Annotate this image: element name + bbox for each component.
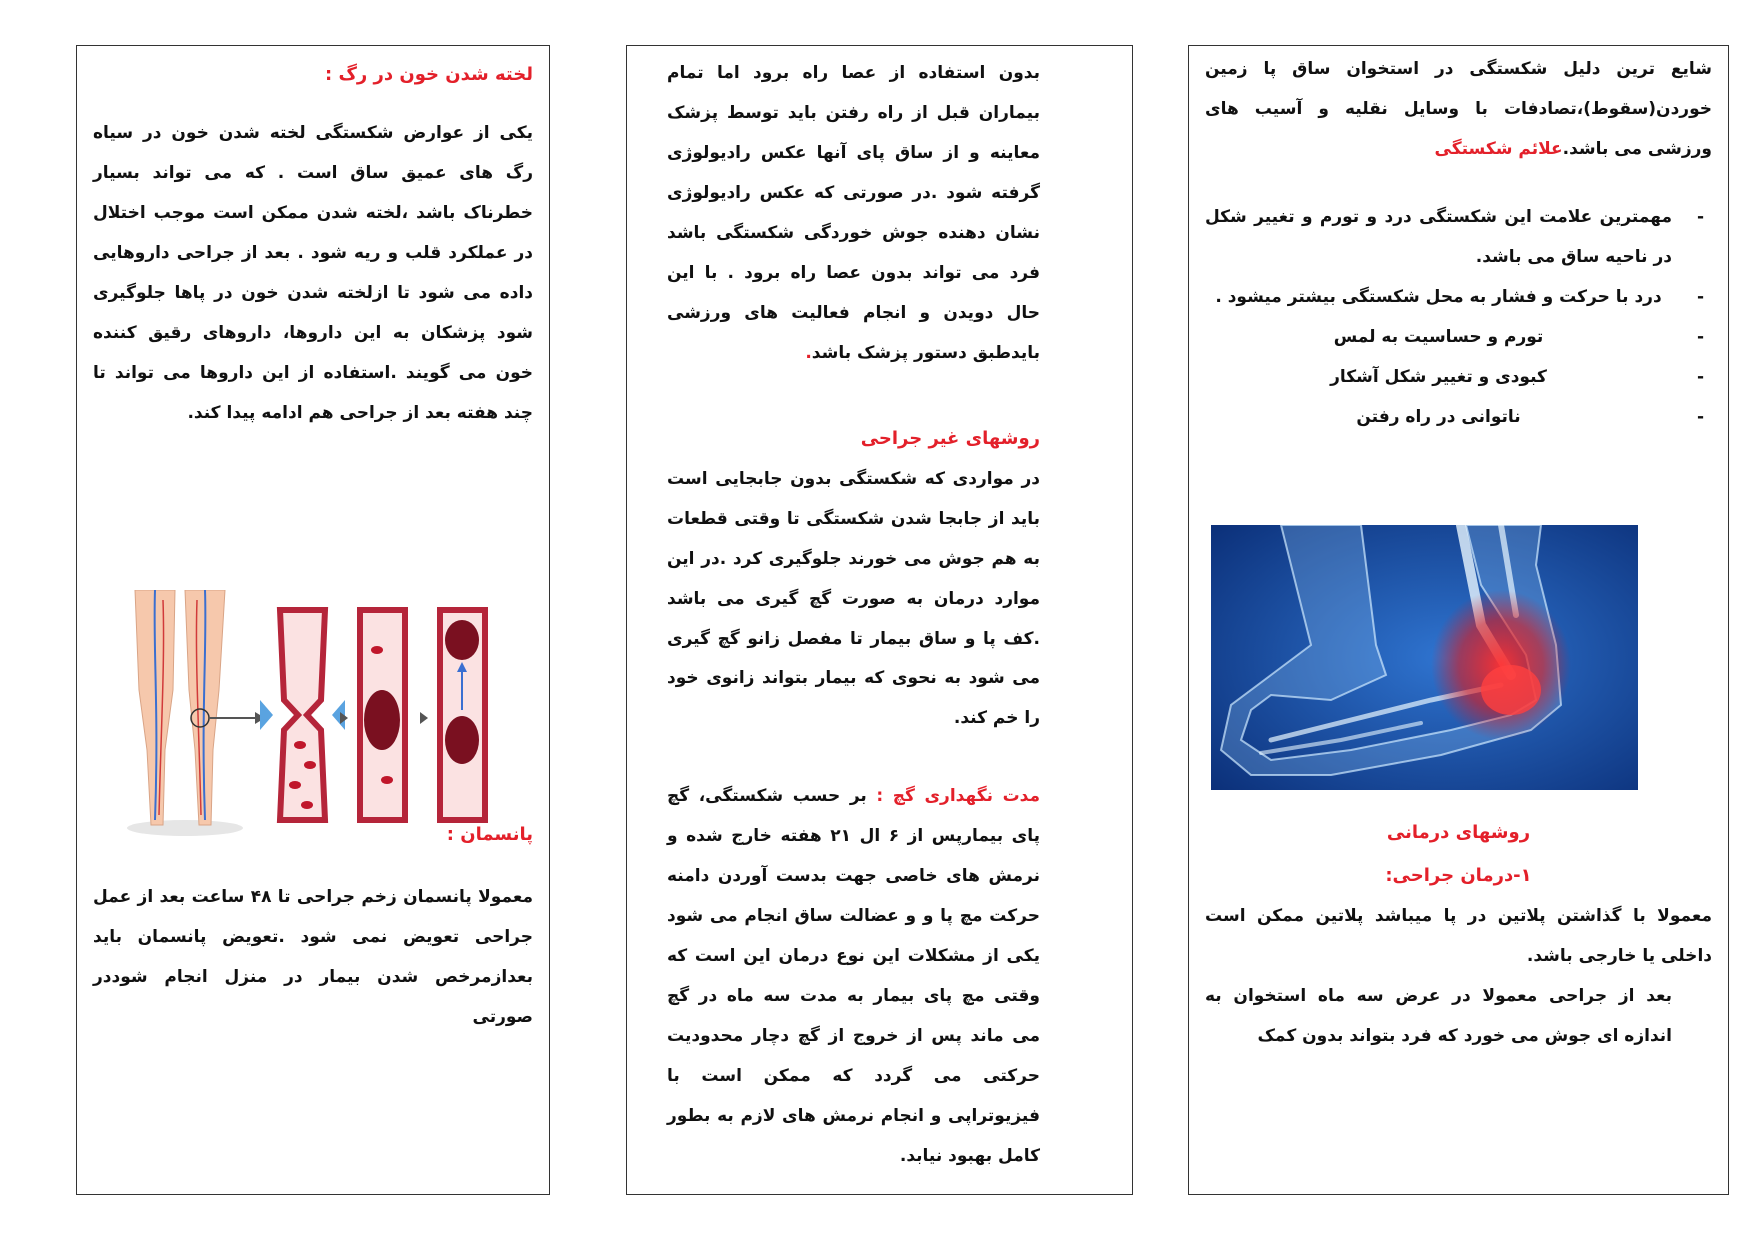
nonsurgical-paragraph: در مواردی که شکستگی بدون جابجایی است باید از جابجا شدن شکستگی تا وقتی قطعات به هم جوش می خورند جلوگیری کرد .در این موارد درمان به صورت گچ گیری می باشد .کف پا و ساق بیمار تا مفصل زانو گچ گیری می شود به نحوی که بیمار بتواند زانوی خود را خم کند. (667, 468, 1040, 729)
cast-heading: مدت نگهداری گچ : (876, 786, 1040, 807)
list-item: - مهمترین علامت این شکستگی درد و تورم و تغییر شکل در ناحیه ساق می باشد. (1205, 198, 1712, 278)
list-item: - ناتوانی در راه رفتن (1205, 398, 1712, 438)
dressing-paragraph: معمولا پانسمان زخم جراحی تا ۴۸ ساعت بعد از عمل جراحی تعویض نمی شود .تعویض پانسمان باید بعدازمرخص شدن بیمار در منزل انجام شوددر صورتی (93, 887, 533, 1027)
surgical-paragraph-2: بعد از جراحی معمولا در عرض سه ماه استخوان به اندازه ای جوش می خورد که فرد بتواند بدون کمک (1205, 985, 1672, 1046)
list-item: - درد با حرکت و فشار به محل شکستگی بیشتر میشود . (1205, 278, 1712, 318)
nonsurgical-heading: روشهای غیر جراحی (860, 427, 1040, 449)
treatment-heading: روشهای درمانی (1386, 822, 1531, 844)
intro-paragraph: شایع ترین دلیل شکستگی در استخوان ساق پا زمین خوردن(سقوط)،تصادفات با وسایل نقلیه و آسیب های ورزشی می باشد.علائم شکستگی (1205, 59, 1712, 159)
clot-heading: لخته شدن خون در رگ : (324, 64, 533, 85)
surgical-paragraph-1: معمولا با گذاشتن پلاتین در پا میباشد پلاتین ممکن است داخلی یا خارجی باشد. (1205, 906, 1712, 966)
blood-clot-illustration (125, 590, 510, 840)
cast-paragraph: مدت نگهداری گچ : بر حسب شکستگی، گچ پای بیمارپس از ۶ ال ۲۱ هفته خارج شده و نرمش های خاصی جهت بدست آوردن دامنه حرکت مچ پا و و عضالت ساق انجام می شود یکی از مشکلات این نوع درمان این است که وقتی مچ پای بیمار به مدت سه ماه در گچ می ماند پس از خروج از گچ دچار محدودیت حرکتی می گردد که ممکن است با فیزیوتراپی و انجام نرمش های لازم به بطور کامل بهبود نیابد. (667, 786, 1040, 1166)
foot-xray-illustration (1211, 525, 1638, 790)
continuation-paragraph: بدون استفاده از عصا راه برود اما تمام بیماران قبل از راه رفتن باید توسط پزشک معاینه و از ساق پای آنها عکس رادیولوژی گرفته شود .در صورتی که عکس رادیولوژی نشان دهنده جوش خوردگی شکستگی باشد فرد می تواند بدون عصا راه برود . با این حال دویدن و انجام فعالیت های ورزشی بایدطبق دستور پزشک باشد. (667, 63, 1040, 363)
list-item: - کبودی و تغییر شکل آشکار (1205, 358, 1712, 398)
symptoms-list (1205, 198, 1712, 438)
list-item: - تورم و حساسیت به لمس (1205, 318, 1712, 358)
dressing-heading: پانسمان : (446, 823, 533, 845)
middle-panel (626, 45, 1133, 1195)
clot-paragraph: یکی از عوارض شکستگی لخته شدن خون در سیاه رگ های عمیق ساق است . که می تواند بسیار خطرناک باشد ،لخته شدن ممکن است موجب اختلال در عملکرد قلب و ریه شود . بعد از جراحی داروهایی داده می شود تا ازلخته شدن خون در پاها جلوگیری شود پزشکان به این داروها، داروهای رقیق کننده خون می گویند .استفاده از این داروها می تواند تا چند هفته بعد از جراحی هم ادامه پیدا کند. (93, 123, 533, 423)
surgical-heading: ۱-درمان جراحی: (1385, 864, 1532, 886)
symptoms-title: علائم شکستگی (1434, 138, 1563, 159)
